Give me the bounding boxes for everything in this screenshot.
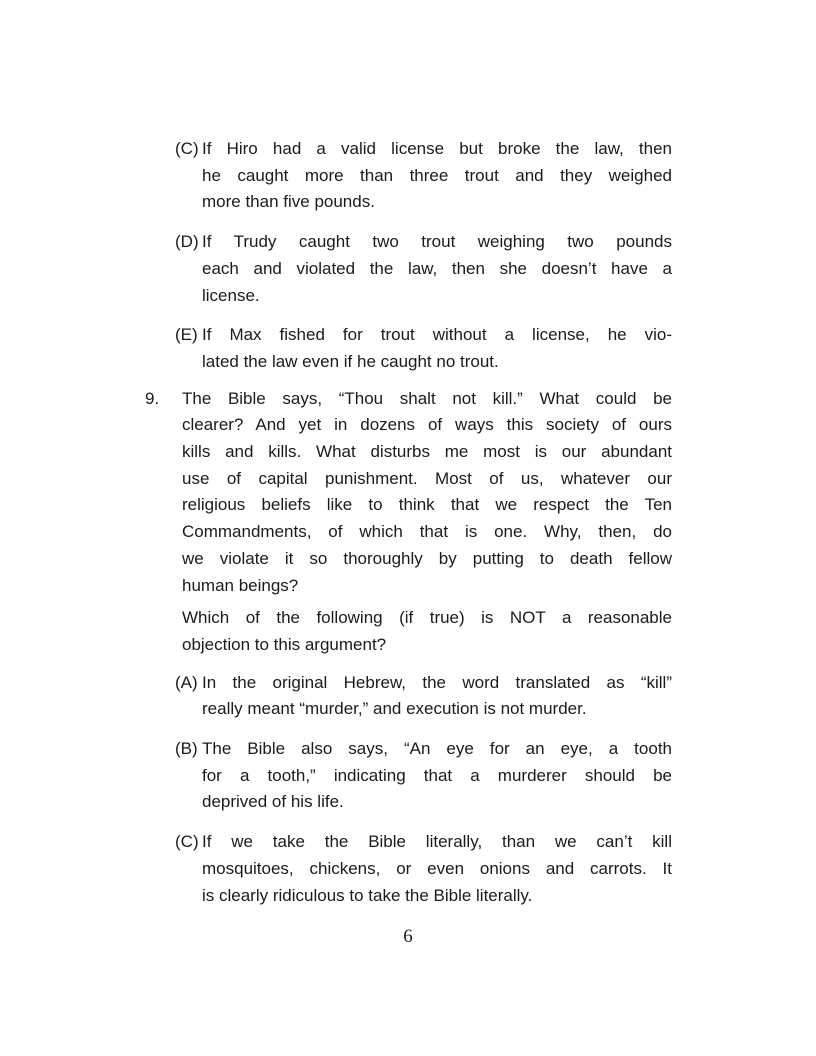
option-text bbox=[202, 229, 672, 309]
answer-option bbox=[175, 229, 672, 309]
page-content bbox=[145, 136, 672, 909]
option-label: (C) bbox=[175, 139, 199, 158]
text-line: license. bbox=[202, 285, 260, 305]
text-line: religious beliefs like to think that we respect the Ten bbox=[182, 495, 672, 515]
text-line: each and violated the law, then she doesn’t have a bbox=[202, 258, 672, 278]
option-label: (B) bbox=[175, 739, 198, 759]
text-line: Which of the following (if true) is NOT a reasonable bbox=[182, 608, 672, 628]
text-line: lated the law even if he caught no trout. bbox=[202, 351, 499, 371]
text-line: Commandments, of which that is one. Why, then, do bbox=[182, 522, 672, 542]
answer-option bbox=[175, 136, 672, 216]
text-line: really meant “murder,” and execution is not murder. bbox=[202, 699, 587, 719]
text-line: is clearly ridiculous to take the Bible literally. bbox=[202, 885, 533, 905]
text-line: use of capital punishment. Most of us, whatever our bbox=[182, 468, 672, 488]
option-text bbox=[202, 736, 672, 816]
answer-option bbox=[175, 829, 672, 909]
text-line: more than five pounds. bbox=[202, 192, 375, 212]
text-line: If Max fished for trout without a license, he vio- bbox=[202, 325, 672, 345]
question-text bbox=[182, 386, 672, 600]
text-line: for a tooth,” indicating that a murderer should be bbox=[202, 765, 672, 785]
text-line: human beings? bbox=[182, 575, 299, 595]
text-line: mosquitoes, chickens, or even onions and carrots. It bbox=[202, 858, 672, 878]
text-line: The Bible says, “Thou shalt not kill.” What could be bbox=[182, 388, 672, 408]
option-text bbox=[202, 322, 672, 375]
question-9 bbox=[145, 386, 672, 600]
text-line: clearer? And yet in dozens of ways this society of ours bbox=[182, 415, 672, 435]
option-label: (C) bbox=[175, 832, 199, 852]
option-label: (A) bbox=[175, 672, 198, 692]
answer-options-question-9 bbox=[145, 670, 672, 910]
option-label: (E) bbox=[175, 325, 198, 345]
text-line: The Bible also says, “An eye for an eye, a tooth bbox=[202, 739, 672, 759]
text-line: If Trudy caught two trout weighing two pounds bbox=[202, 232, 672, 252]
text-line: If Hiro had a valid license but broke the law, then bbox=[202, 139, 672, 158]
text-line: In the original Hebrew, the word translated as “kill” bbox=[202, 672, 672, 692]
option-text bbox=[202, 829, 672, 909]
page-number: 6 bbox=[403, 926, 413, 947]
text-line: kills and kills. What disturbs me most is our abundant bbox=[182, 442, 672, 462]
text-line: we violate it so thoroughly by putting to death fellow bbox=[182, 548, 672, 568]
answer-options-previous-question bbox=[145, 136, 672, 376]
answer-option bbox=[175, 670, 672, 723]
text-line: he caught more than three trout and they weighed bbox=[202, 165, 672, 185]
option-text bbox=[202, 136, 672, 216]
question-number: 9. bbox=[145, 388, 160, 408]
option-label: (D) bbox=[175, 232, 199, 252]
answer-option bbox=[175, 736, 672, 816]
text-line: deprived of his life. bbox=[202, 792, 344, 812]
option-text bbox=[202, 670, 672, 723]
question-prompt bbox=[182, 605, 672, 658]
text-line: If we take the Bible literally, than we can’t kill bbox=[202, 832, 672, 852]
text-line: objection to this argument? bbox=[182, 634, 387, 654]
answer-option bbox=[175, 322, 672, 375]
